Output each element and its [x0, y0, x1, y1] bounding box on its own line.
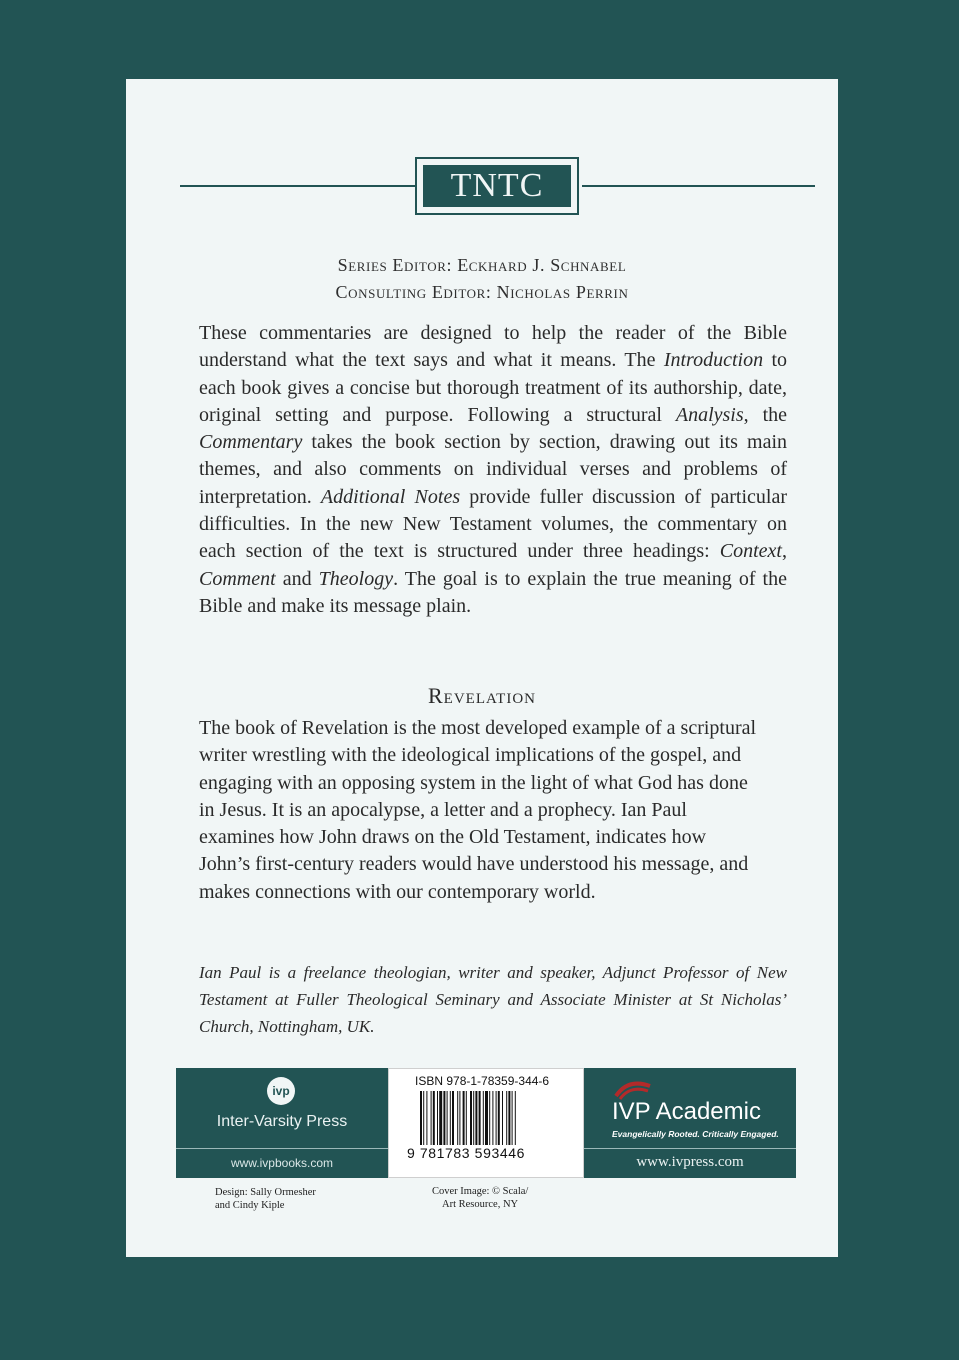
barcode-bar [502, 1091, 503, 1145]
barcode-bars [420, 1091, 554, 1145]
ivp-panel [176, 1068, 388, 1178]
barcode-bar [420, 1091, 422, 1145]
barcode-bar [443, 1091, 445, 1145]
barcode-bar [508, 1091, 510, 1145]
barcode-bar [496, 1091, 497, 1145]
barcode-bar [515, 1091, 516, 1145]
barcode-digits: 9 781783 593446 [407, 1145, 525, 1161]
barcode-bar [475, 1091, 477, 1145]
barcode-bar [483, 1091, 484, 1145]
barcode-bar [426, 1091, 427, 1145]
series-description: These commentaries are designed to help the reader of the Bible understand what the text says and what it means. The Introduction to each book gives a concise but thorough treatment of its authorship, date, original setting and purpose. Following a structural Analysis, the Commentary takes the book section by section, drawing out its main themes, and also comments on individual verses and problems of interpretation. Additional Notes provide fuller discussion of particular difficulties. In the new New Testament volumes, the commentary on each section of the text is structured under three headings: Context, Comment and Theology. The goal is to explain the true meaning of the Bible and make its message plain. [199, 322, 788, 617]
isbn-label: ISBN 978-1-78359-344-6 [415, 1074, 550, 1088]
barcode-bar [492, 1091, 493, 1145]
ivp-logo: ivp [267, 1077, 295, 1105]
barcode-bar [459, 1091, 460, 1145]
book-title: Revelation [428, 683, 536, 708]
barcode-bar [437, 1091, 438, 1145]
ivpbooks-url: www.ivpbooks.com [230, 1156, 334, 1170]
barcode-bar [506, 1091, 507, 1145]
barcode-bar [489, 1091, 490, 1145]
barcode-bar [473, 1091, 474, 1145]
barcode-bar [466, 1091, 467, 1145]
series-editor: Series Editor: Eckhard J. Schnabel [337, 255, 627, 275]
design-credit: Design: Sally Ormesher and Cindy Kiple [215, 1187, 316, 1211]
panel-divider [176, 1148, 388, 1149]
ivp-academic-tagline: Evangelically Rooted. Critically Engaged. [612, 1129, 779, 1139]
barcode-bar [431, 1091, 432, 1145]
barcode-box [388, 1068, 584, 1178]
barcode-bar [423, 1091, 424, 1145]
barcode-bar [470, 1091, 472, 1145]
barcode-bar [452, 1091, 454, 1145]
barcode-bar [439, 1091, 442, 1145]
publisher-name: Inter-Varsity Press [216, 1113, 348, 1130]
tntc-logo [415, 157, 579, 215]
back-cover [126, 79, 838, 1257]
barcode-bar [498, 1091, 500, 1145]
barcode-bar [479, 1091, 481, 1145]
barcode-bar [447, 1091, 448, 1145]
panel-divider [584, 1148, 796, 1149]
tntc-logo-text: TNTC [423, 165, 571, 207]
ivpress-url: www.ivpress.com [636, 1154, 744, 1170]
barcode-bar [463, 1091, 465, 1145]
consulting-editor: Consulting Editor: Nicholas Perrin [335, 282, 629, 302]
ivp-academic-arc-icon [614, 1076, 654, 1100]
barcode-bar [512, 1091, 513, 1145]
barcode-bar [457, 1091, 458, 1145]
barcode-bar [433, 1091, 435, 1145]
author-bio: Ian Paul is a freelance theologian, writer and speaker, Adjunct Professor of New Testament at Fuller Theological Seminary and Associate Minister at St Nicholas’ Church, Nottingham, UK. [199, 963, 787, 1036]
book-description: The book of Revelation is the most developed example of a scriptural writer wrestling with the ideological implications of the gospel, and engaging with an opposing system in the light of what God has done in Jesus. It is an apocalypse, a letter and a prophecy. Ian Paul examines how John draws on the Old Testament, indicates how John’s first-century readers would have understood his message, and makes connections with our contemporary world. [199, 717, 757, 903]
barcode-bar [450, 1091, 451, 1145]
logo-rule-right [582, 185, 815, 187]
ivp-academic-name: IVP Academic [612, 1098, 761, 1125]
ivp-academic-panel [584, 1068, 796, 1178]
image-credit: Cover Image: © Scala/ Art Resource, NY [432, 1186, 529, 1210]
barcode-bar [485, 1091, 488, 1145]
